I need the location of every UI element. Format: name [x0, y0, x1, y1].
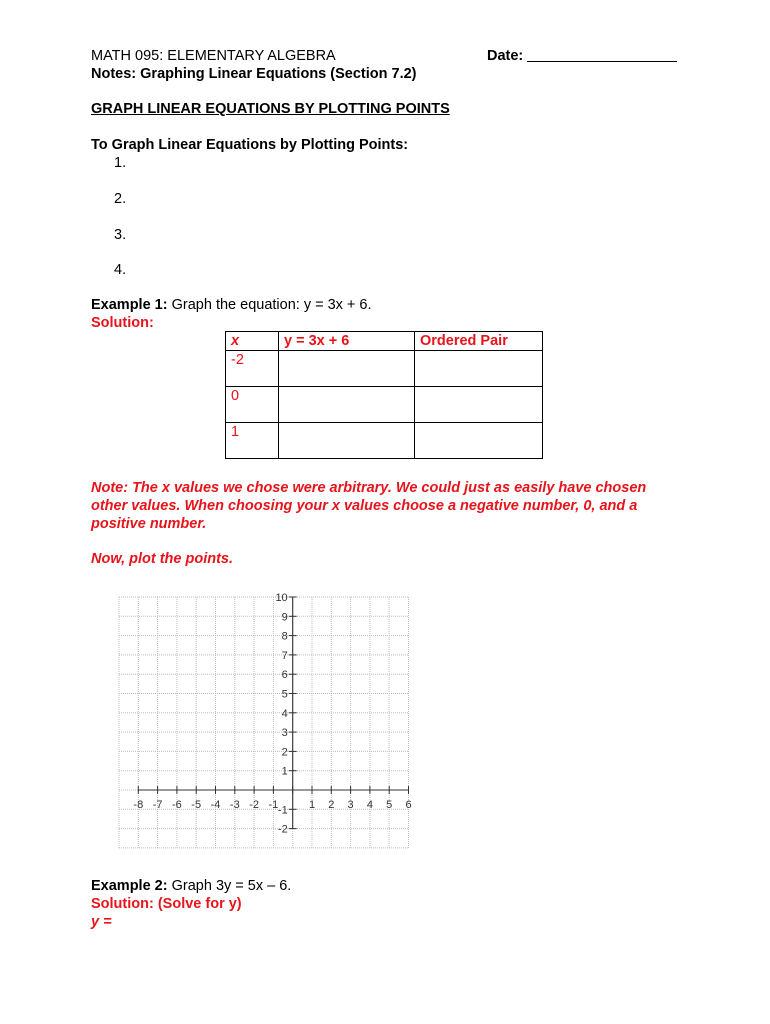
x-tick-label: -4	[210, 799, 221, 811]
x-tick-label: -2	[249, 799, 259, 811]
step-item-1: 1.	[114, 155, 127, 171]
table-cell-pair	[415, 423, 543, 459]
note-line-1: Note: The x values we chose were arbitrary. We could just as easily have chosen	[91, 480, 647, 496]
notes-subtitle: Notes: Graphing Linear Equations (Section 7.2)	[91, 66, 417, 82]
coordinate-grid	[110, 585, 412, 836]
y-tick-label: 9	[281, 611, 288, 624]
example1-statement	[91, 296, 372, 314]
x-tick-label: -5	[191, 799, 202, 811]
x-tick-label: -6	[172, 799, 182, 811]
x-tick-label: 6	[405, 799, 412, 811]
table-header-ordered-pair: Ordered Pair	[415, 332, 543, 351]
section-title: GRAPH LINEAR EQUATIONS BY PLOTTING POINTS	[91, 101, 450, 117]
table-row	[226, 423, 543, 459]
example2-text: Graph 3y = 5x – 6.	[171, 878, 292, 894]
x-tick-label: 2	[328, 799, 335, 811]
x-tick-label: 5	[386, 799, 393, 811]
x-tick-label: -1	[268, 799, 279, 811]
x-tick-label: -3	[229, 799, 240, 811]
table-cell-x: -2	[226, 351, 279, 387]
y-tick-label: -1	[277, 804, 288, 817]
example2-label: Example 2:	[91, 878, 168, 894]
y-tick-label: 8	[281, 630, 288, 643]
y-tick-label: 4	[281, 707, 288, 720]
example1-note	[91, 479, 691, 533]
table-cell-y	[279, 387, 415, 423]
table-header-row	[226, 332, 543, 351]
date-blank-line	[527, 47, 677, 62]
table-header-x: x	[226, 332, 279, 351]
y-tick-label: 2	[281, 746, 288, 759]
date-field	[487, 47, 677, 65]
x-tick-label: -7	[152, 799, 163, 811]
xy-table	[225, 331, 543, 459]
example1-text: Graph the equation: y = 3x + 6.	[171, 297, 372, 313]
table-header-y: y = 3x + 6	[279, 332, 415, 351]
x-tick-label: 4	[366, 799, 373, 811]
steps-heading: To Graph Linear Equations by Plotting Points:	[91, 137, 409, 153]
note-line-2: other values. When choosing your x values choose a negative number, 0, and a	[91, 498, 638, 514]
step-item-2: 2.	[114, 191, 127, 207]
y-tick-label: 10	[275, 592, 288, 604]
y-tick-label: 3	[281, 727, 288, 740]
y-tick-label: 5	[281, 688, 288, 701]
table-cell-y	[279, 423, 415, 459]
example1-label: Example 1:	[91, 297, 168, 313]
example2-statement	[91, 877, 291, 895]
y-tick-label: 7	[281, 649, 288, 662]
table-row	[226, 351, 543, 387]
y-tick-label: 1	[281, 765, 288, 778]
x-tick-label: 3	[347, 799, 354, 811]
table-row	[226, 387, 543, 423]
example2-y-equals: y =	[91, 914, 112, 930]
table-cell-x: 1	[226, 423, 279, 459]
step-item-3: 3.	[114, 227, 127, 243]
y-tick-label: -2	[277, 823, 288, 836]
table-cell-pair	[415, 351, 543, 387]
y-tick-label: 6	[281, 669, 288, 682]
table-cell-pair	[415, 387, 543, 423]
note-line-3: positive number.	[91, 516, 207, 532]
x-tick-label: -8	[133, 799, 144, 811]
table-cell-y	[279, 351, 415, 387]
example1-solution-label: Solution:	[91, 315, 154, 331]
step-item-4: 4.	[114, 262, 127, 278]
plot-instruction: Now, plot the points.	[91, 551, 234, 567]
date-label: Date:	[487, 48, 524, 64]
x-axis-tick-labels	[133, 799, 411, 811]
example2-solution-label: Solution: (Solve for y)	[91, 896, 242, 912]
x-tick-label: 1	[308, 799, 316, 811]
course-title: MATH 095: ELEMENTARY ALGEBRA	[91, 48, 336, 64]
table-cell-x: 0	[226, 387, 279, 423]
